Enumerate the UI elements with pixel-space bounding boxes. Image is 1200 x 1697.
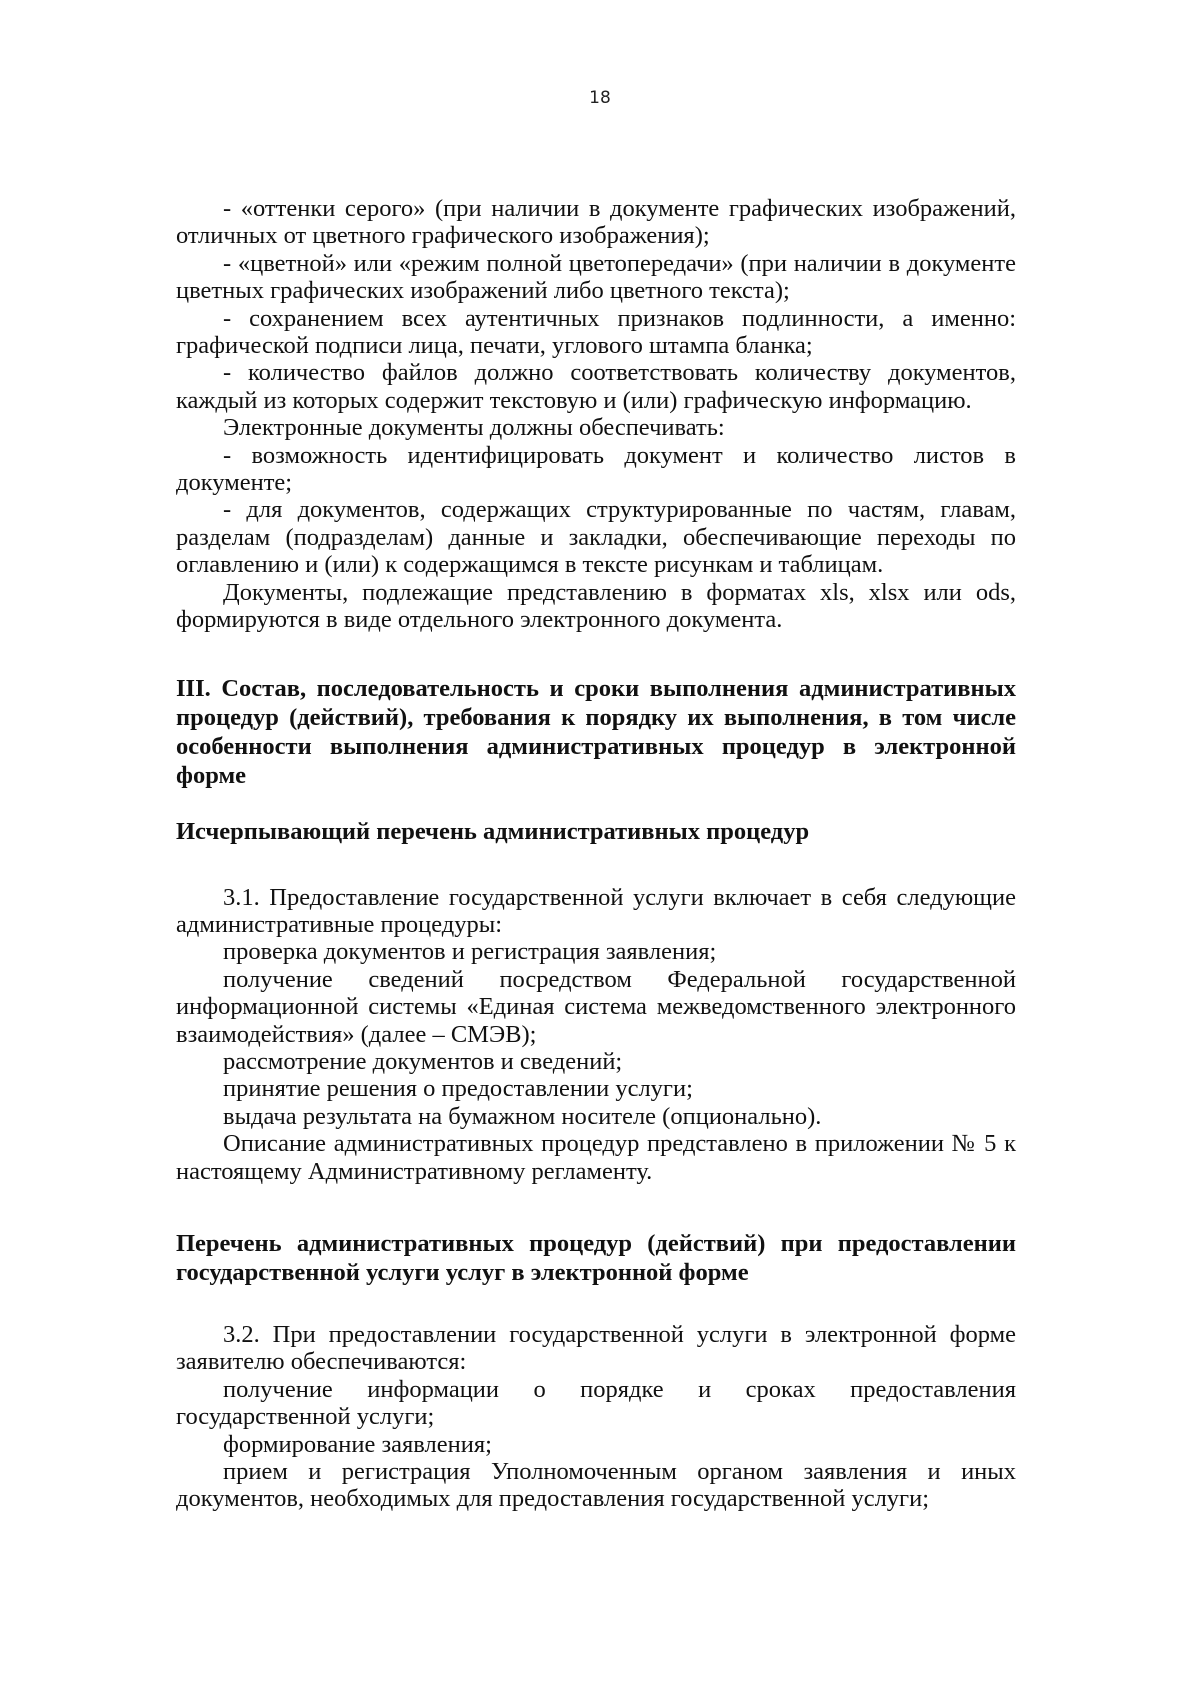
paragraph-file-count: - количество файлов должно соответствовать количеству документов, каждый из которых содержит текстовую и (или) графическую информацию. [176, 359, 1016, 414]
list-item: выдача результата на бумажном носителе (опционально). [223, 1102, 822, 1130]
paragraph-color: - «цветной» или «режим полной цветопередачи» (при наличии в документе цветных графических изображений либо цветного текста); [176, 249, 1016, 305]
list-item: получение сведений посредством Федеральной государственной информационной системы «Единая система межведомственного электронного взаимодействия» (далее – СМЭВ); [176, 965, 1016, 1048]
page-content [176, 195, 1016, 1513]
paragraph-3-1: 3.1. Предоставление государственной услуги включает в себя следующие административные процедуры: [176, 883, 1016, 938]
paragraph-3-2: 3.2. При предоставлении государственной услуги в электронной форме заявителю обеспечиваются: [176, 1320, 1016, 1376]
page-number: 18 [589, 88, 611, 108]
paragraph-formats: Документы, подлежащие представлению в форматах xls, xlsx или ods, формируются в виде отдельного электронного документа. [176, 578, 1016, 634]
list-item: прием и регистрация Уполномоченным органом заявления и иных документов, необходимых для предоставления государственной услуги; [176, 1458, 1016, 1513]
subheading-procedures-list: Исчерпывающий перечень административных процедур [176, 817, 810, 845]
list-item: принятие решения о предоставлении услуги; [223, 1075, 693, 1103]
paragraph-structured: - для документов, содержащих структурированные по частям, главам, разделам (подразделам) данные и закладки, обеспечивающие переходы по оглавлению и (или) к содержащимся в тексте рисункам и таблицам. [176, 496, 1016, 579]
list-item: проверка документов и регистрация заявления; [223, 938, 717, 966]
paragraph-identify: - возможность идентифицировать документ и количество листов в документе; [176, 441, 1016, 497]
list-item: формирование заявления; [223, 1430, 492, 1458]
paragraph-authenticity: - сохранением всех аутентичных признаков подлинности, а именно: графической подписи лица, печати, углового штампа бланка; [176, 304, 1016, 360]
subheading-electronic-procedures: Перечень административных процедур (действий) при предоставлении государственной услуги услуг в электронной форме [176, 1229, 1016, 1286]
paragraph-e-docs-intro: Электронные документы должны обеспечивать: [223, 414, 725, 442]
paragraph-grayscale: - «оттенки серого» (при наличии в документе графических изображений, отличных от цветного графического изображения); [176, 195, 1016, 250]
section-heading: III. Состав, последовательность и сроки выполнения административных процедур (действий), требования к порядку их выполнения, в том числе особенности выполнения административных процедур в электронной форме [176, 674, 1016, 789]
paragraph-appendix-ref: Описание административных процедур представлено в приложении № 5 к настоящему Административному регламенту. [176, 1130, 1016, 1185]
list-item: рассмотрение документов и сведений; [223, 1047, 623, 1075]
list-item: получение информации о порядке и сроках предоставления государственной услуги; [176, 1375, 1016, 1431]
